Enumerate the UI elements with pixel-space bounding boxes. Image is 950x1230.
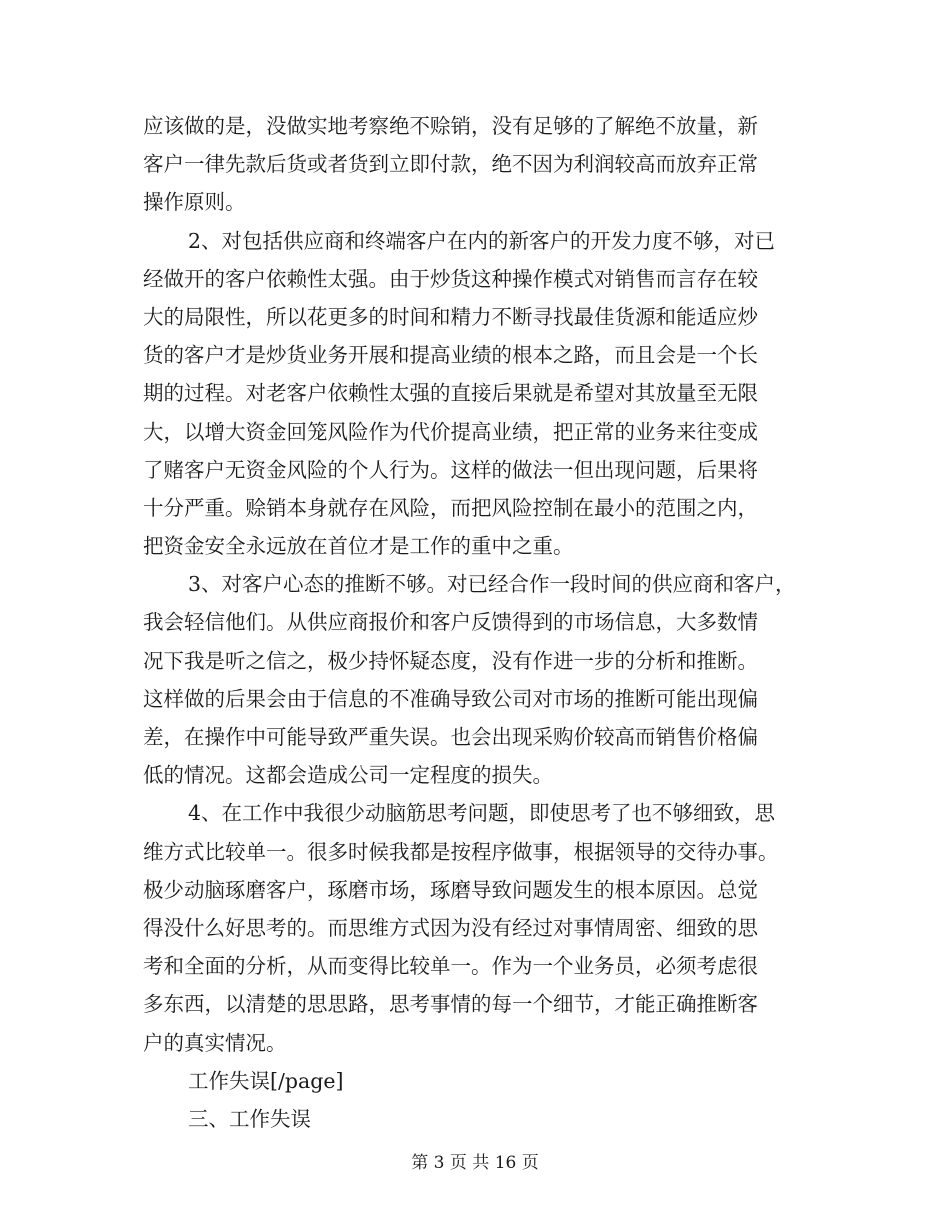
text-line: 应该做的是，没做实地考察绝不赊销，没有足够的了解绝不放量，新 [143,114,758,138]
text-line: 3、对客户心态的推断不够。对已经合作一段时间的供应商和客户， [188,572,796,597]
text-line: 4、在工作中我很少动脑筋思考问题，即使思考了也不够细致，思 [188,801,776,826]
text-line: 三、工作失误 [188,1106,311,1131]
text-line: 货的客户才是炒货业务开展和提高业绩的根本之路，而且会是一个长 [143,343,758,368]
text-line: 差，在操作中可能导致严重失误。也会出现采购价较高而销售价格偏 [143,725,758,749]
text-line: 大的局限性，所以花更多的时间和精力不断寻找最佳货源和能适应炒 [143,304,758,329]
text-line: 客户一律先款后货或者货到立即付款，绝不因为利润较高而放弃正常 [143,152,758,177]
text-line: 户的真实情况。 [143,1030,287,1055]
text-line: 低的情况。这都会造成公司一定程度的损失。 [143,763,553,788]
text-line: 得没什么好思考的。而思维方式因为没有经过对事情周密、细致的思 [143,915,758,940]
text-line: 考和全面的分析，从而变得比较单一。作为一个业务员，必须考虑很 [143,954,758,979]
text-line: 维方式比较单一。很多时候我都是按程序做事，根据领导的交待办事。 [143,839,779,864]
text-line: 况下我是听之信之，极少持怀疑态度，没有作进一步的分析和推断。 [143,648,758,673]
text-line: 2、对包括供应商和终端客户在内的新客户的开发力度不够，对已 [188,228,776,253]
text-line: 十分严重。赊销本身就存在风险，而把风险控制在最小的范围之内， [143,495,758,520]
page-number-footer: 第 3 页 共 16 页 [411,1153,539,1173]
text-line: 我会轻信他们。从供应商报价和客户反馈得到的市场信息，大多数情 [143,610,758,635]
text-line: 这样做的后果会由于信息的不准确导致公司对市场的推断可能出现偏 [143,686,758,711]
text-line: 经做开的客户依赖性太强。由于炒货这种操作模式对销售而言存在较 [143,266,758,291]
document-body [143,107,808,1138]
text-line: 操作原则。 [143,190,246,215]
text-line: 多东西，以清楚的思思路，思考事情的每一个细节，才能正确推断客 [143,992,758,1017]
text-line: 大，以增大资金回笼风险作为代价提高业绩，把正常的业务来往变成 [143,419,758,444]
text-line: 极少动脑琢磨客户，琢磨市场，琢磨导致问题发生的根本原因。总觉 [143,877,758,902]
text-line: 了赌客户无资金风险的个人行为。这样的做法一但出现问题，后果将 [143,457,758,482]
text-line: 工作失误[/page] [188,1068,344,1093]
text-line: 把资金安全永远放在首位才是工作的重中之重。 [143,534,574,559]
text-line: 期的过程。对老客户依赖性太强的直接后果就是希望对其放量至无限 [143,381,758,406]
